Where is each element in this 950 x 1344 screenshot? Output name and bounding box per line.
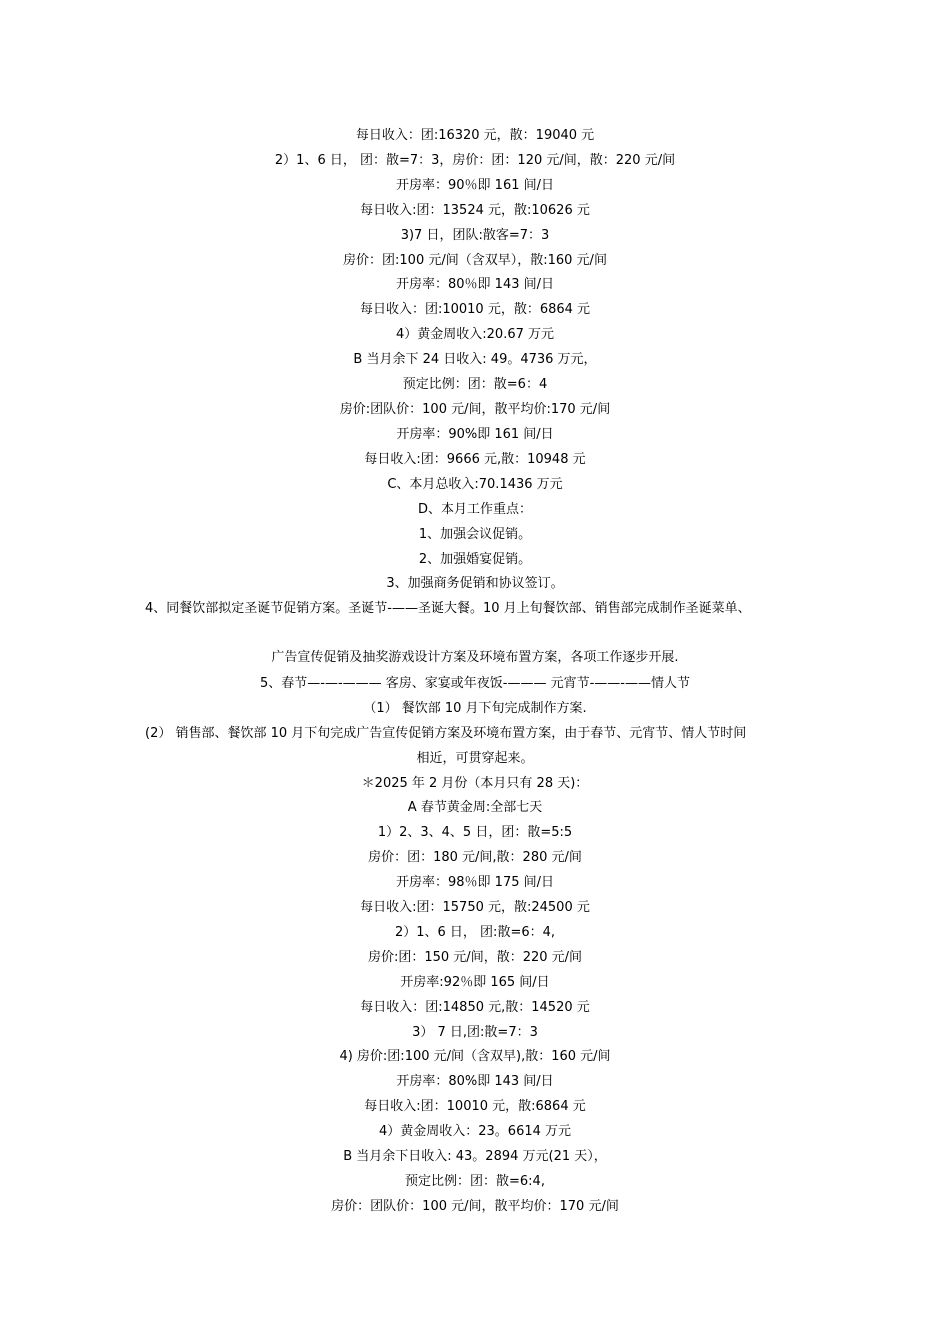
text-line: 房价:团：150 元/间，散：220 元/间 bbox=[367, 950, 583, 965]
text-line: 每日收入：团:16320 元，散：19040 元 bbox=[355, 128, 595, 143]
text-line: 预定比例：团：散=6:4, bbox=[405, 1174, 545, 1189]
text-line: (2） 销售部、餐饮部 10 月下旬完成广告宣传促销方案及环境布置方案，由于春节、元宵节、情人节时间 bbox=[145, 726, 747, 741]
text-line: 开房率：98％即 175 间/日 bbox=[396, 875, 554, 890]
text-line: 2、加强婚宴促销。 bbox=[418, 552, 532, 567]
text-line: 5、春节—-—-——— 客房、家宴或年夜饭-——— 元宵节-——-——情人节 bbox=[260, 676, 690, 691]
text-line: 开房率：80%即 143 间/日 bbox=[396, 1074, 554, 1089]
text-line: 4）黄金周收入:20.67 万元 bbox=[396, 327, 554, 342]
text-line: C、本月总收入:70.1436 万元 bbox=[387, 477, 563, 492]
text-line: 2）1、6 日， 团：散=7：3，房价：团：120 元/间，散：220 元/间 bbox=[274, 153, 676, 168]
text-line: 房价：团队价：100 元/间，散平均价：170 元/间 bbox=[331, 1199, 619, 1214]
text-line: 4）黄金周收入：23。6614 万元 bbox=[378, 1124, 572, 1139]
text-line: （1） 餐饮部 10 月下旬完成制作方案. bbox=[363, 701, 587, 716]
text-line: 每日收入:团：10010 元，散:6864 元 bbox=[364, 1099, 586, 1114]
text-line: 每日收入:团：15750 元，散:24500 元 bbox=[360, 900, 590, 915]
text-line: 4、同餐饮部拟定圣诞节促销方案。圣诞节-——圣诞大餐。10 月上旬餐饮部、销售部完成制作圣诞菜单、 bbox=[145, 601, 751, 616]
text-line: 每日收入:团：13524 元，散:10626 元 bbox=[360, 203, 590, 218]
text-line: 广告宣传促销及抽奖游戏设计方案及环境布置方案，各项工作逐步开展. bbox=[271, 650, 679, 665]
text-line: 预定比例：团：散=6：4 bbox=[402, 377, 548, 392]
text-line: 每日收入:团：9666 元,散：10948 元 bbox=[364, 452, 586, 467]
text-line: A 春节黄金周:全部七天 bbox=[407, 800, 543, 815]
text-line: ＊2025 年 2 月份（本月只有 28 天)： bbox=[361, 776, 589, 791]
text-line: 开房率：80％即 143 间/日 bbox=[396, 277, 554, 292]
text-line: 1、加强会议促销。 bbox=[418, 527, 532, 542]
text-line: 每日收入：团:10010 元，散：6864 元 bbox=[359, 302, 591, 317]
text-line: 4) 房价:团:100 元/间（含双早),散：160 元/间 bbox=[339, 1049, 611, 1064]
text-line: 3） 7 日,团:散=7：3 bbox=[412, 1025, 538, 1040]
text-line: 房价:团队价：100 元/间，散平均价:170 元/间 bbox=[339, 402, 611, 417]
text-line: 房价：团：180 元/间,散：280 元/间 bbox=[368, 850, 582, 865]
text-line: 开房率：90％即 161 间/日 bbox=[396, 178, 554, 193]
text-line: B 当月余下 24 日收入: 49。4736 万元， bbox=[353, 352, 597, 367]
text-line: 2）1、6 日， 团:散=6：4, bbox=[394, 925, 556, 940]
text-line: 房价：团:100 元/间（含双早），散:160 元/间 bbox=[343, 253, 607, 268]
text-line: 每日收入：团:14850 元,散：14520 元 bbox=[360, 1000, 590, 1015]
text-line: 开房率：90%即 161 间/日 bbox=[396, 427, 554, 442]
text-line: 相近，可贯穿起来。 bbox=[416, 751, 534, 766]
text-line: 开房率:92％即 165 间/日 bbox=[400, 975, 550, 990]
text-line: 3、加强商务促销和协议签订。 bbox=[386, 576, 564, 591]
text-line: 3)7 日，团队:散客=7：3 bbox=[400, 228, 550, 243]
text-line: D、本月工作重点： bbox=[417, 502, 532, 517]
text-line: B 当月余下日收入: 43。2894 万元(21 天）， bbox=[343, 1149, 607, 1164]
text-line: 1）2、3、4、5 日，团：散=5:5 bbox=[377, 825, 573, 840]
